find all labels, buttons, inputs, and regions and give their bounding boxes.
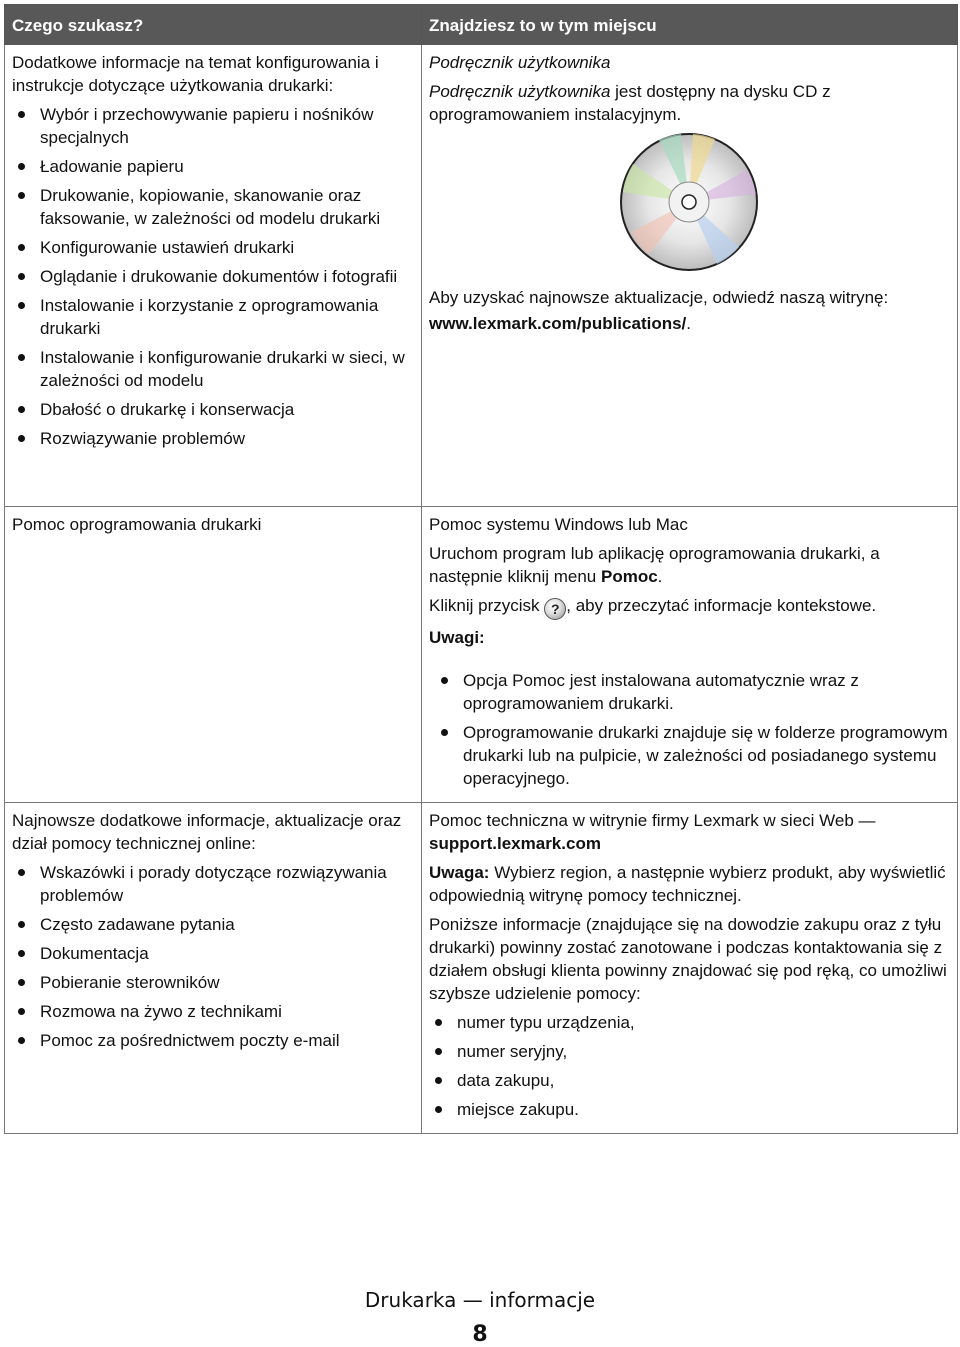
update-link[interactable]: www.lexmark.com/publications/. <box>429 314 692 333</box>
os-help-text2: Kliknij przycisk ? , aby przeczytać informacje kontekstowe. <box>429 594 949 620</box>
update-text: Aby uzyskać najnowsze aktualizacje, odwiedź naszą witrynę: <box>429 288 889 307</box>
user-guide-text: Podręcznik użytkownika jest dostępny na dysku CD z oprogramowaniem instalacyjnym. <box>429 82 831 124</box>
info-table <box>4 4 958 1134</box>
page-number: 8 <box>472 1322 488 1347</box>
help-question-icon: ? <box>544 598 566 620</box>
cell-row1-left <box>5 45 422 507</box>
list-item: Konfigurowanie ustawień drukarki <box>12 236 413 259</box>
list-item: Często zadawane pytania <box>12 913 413 936</box>
cell-row2-right <box>422 507 958 803</box>
list-item: numer seryjny, <box>429 1040 949 1063</box>
row-software-help <box>5 507 958 803</box>
cell-row1-right <box>422 45 958 507</box>
cell-row3-left <box>5 803 422 1134</box>
list-item: Oglądanie i drukowanie dokumentów i fotografii <box>12 265 413 288</box>
list-item: Oprogramowanie drukarki znajduje się w folderze programowym drukarki lub na pulpicie, w zależności od posiadanego systemu operacyjnego. <box>429 721 949 790</box>
cd-disc-icon <box>619 132 759 272</box>
notes-list <box>429 669 949 790</box>
list-item: Instalowanie i konfigurowanie drukarki w sieci, w zależności od modelu <box>12 346 413 392</box>
list-item: Dbałość o drukarkę i konserwacja <box>12 398 413 421</box>
list-item: miejsce zakupu. <box>429 1098 949 1121</box>
list-item: Dokumentacja <box>12 942 413 965</box>
cell-row2-left <box>5 507 422 803</box>
row-online-support <box>5 803 958 1134</box>
list-item: Rozmowa na żywo z technikami <box>12 1000 413 1023</box>
support-note: Uwaga: Wybierz region, a następnie wybierz produkt, aby wyświetlić odpowiednią witrynę pomocy technicznej. <box>429 863 946 905</box>
footer-title: Drukarka — informacje <box>364 1288 596 1312</box>
row3-intro: Najnowsze dodatkowe informacje, aktualizacje oraz dział pomocy technicznej online: <box>12 811 402 853</box>
row1-intro: Dodatkowe informacje na temat konfigurowania i instrukcje dotyczące użytkowania drukarki: <box>12 53 379 95</box>
list-item: Wybór i przechowywanie papieru i nośników specjalnych <box>12 103 413 149</box>
row-user-guide <box>5 45 958 507</box>
list-item: Rozwiązywanie problemów <box>12 427 413 450</box>
row3-list <box>12 861 413 1052</box>
row2-title: Pomoc oprogramowania drukarki <box>12 515 262 534</box>
support-title: Pomoc techniczna w witrynie firmy Lexmark w sieci Web — support.lexmark.com <box>429 811 876 853</box>
user-guide-title: Podręcznik użytkownika <box>429 53 611 72</box>
os-help-text1: Uruchom program lub aplikację oprogramowania drukarki, a następnie kliknij menu Pomoc. <box>429 544 880 586</box>
list-item: Opcja Pomoc jest instalowana automatycznie wraz z oprogramowaniem drukarki. <box>429 669 949 715</box>
list-item: Pobieranie sterowników <box>12 971 413 994</box>
list-item: Drukowanie, kopiowanie, skanowanie oraz faksowanie, w zależności od modelu drukarki <box>12 184 413 230</box>
notes-label: Uwagi: <box>429 628 485 647</box>
list-item: numer typu urządzenia, <box>429 1011 949 1034</box>
row1-list <box>12 103 413 450</box>
cell-row3-right <box>422 803 958 1134</box>
header-right: Znajdziesz to w tym miejscu <box>422 5 958 45</box>
list-item: data zakupu, <box>429 1069 949 1092</box>
list-item: Ładowanie papieru <box>12 155 413 178</box>
support-info: Poniższe informacje (znajdujące się na dowodzie zakupu oraz z tyłu drukarki) powinny zostać zanotowane i podczas kontaktowania się z działem obsługi klienta powinny znajdować się pod ręką, co umożliwi szybsze udzielenie pomocy: <box>429 915 947 1003</box>
os-help-title: Pomoc systemu Windows lub Mac <box>429 515 688 534</box>
support-info-list <box>429 1011 949 1121</box>
list-item: Pomoc za pośrednictwem poczty e-mail <box>12 1029 413 1052</box>
list-item: Wskazówki i porady dotyczące rozwiązywania problemów <box>12 861 413 907</box>
list-item: Instalowanie i korzystanie z oprogramowania drukarki <box>12 294 413 340</box>
header-left: Czego szukasz? <box>5 5 422 45</box>
